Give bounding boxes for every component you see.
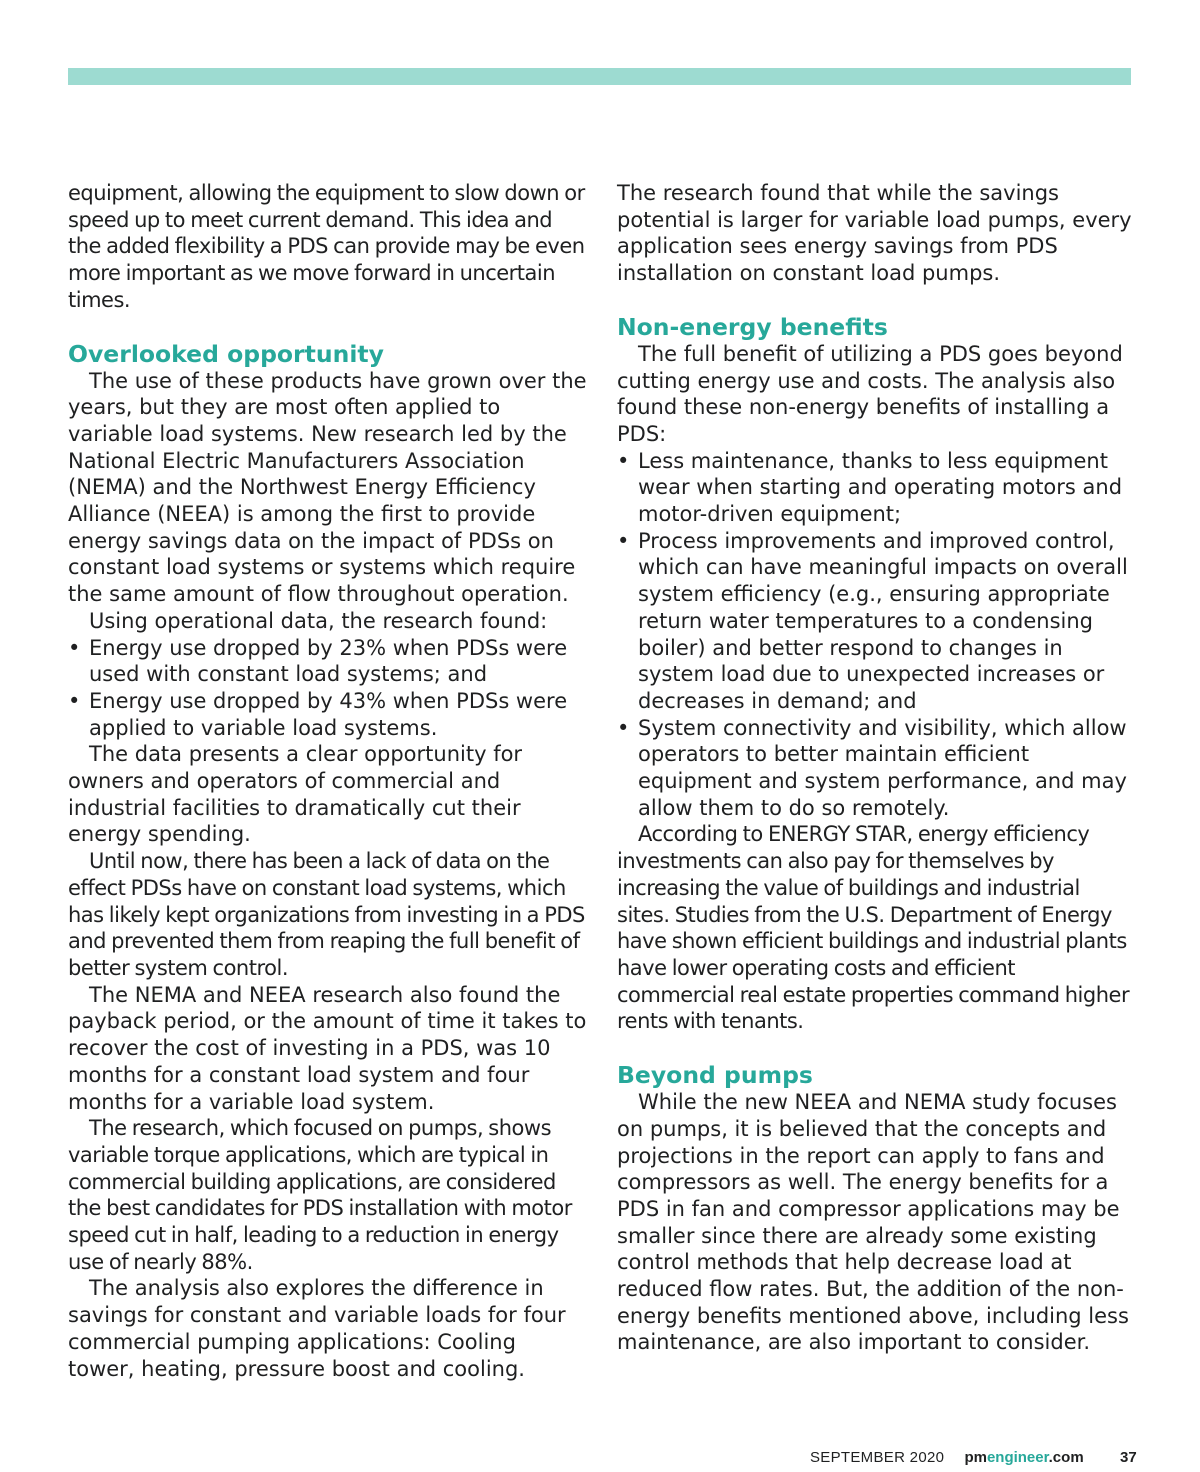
right-bullet-item: • Less maintenance, thanks to less equipment wear when starting and operating motors and motor-driven equipment; (617, 448, 1137, 528)
site-accent: engineer (986, 1449, 1049, 1466)
right-paragraph-3: While the new NEEA and NEMA study focuses on pumps, it is believed that the concepts and projections in the report can apply to fans and compressors as well. The energy benefits for a PDS in fan and compressor applications may be smaller since there are already some existing control methods that help decrease load at reduced flow rates. But, the addition of the non-energy benefits mentioned above, including less maintenance, are also important to consider. (617, 1090, 1129, 1355)
left-paragraph-3: The data presents a clear opportunity for owners and operators of commercial and industrial facilities to dramatically cut their energy spending. (68, 742, 523, 847)
right-paragraph-1: The full benefit of utilizing a PDS goes beyond cutting energy use and costs. The analysis also found these non-energy benefits of installing a PDS: (617, 341, 1123, 446)
right-bullet-item: • System connectivity and visibility, which allow operators to better maintain efficient equipment and system performance, and may allow them to do so remotely. (617, 715, 1137, 822)
heading-beyond-pumps: Beyond pumps (617, 1061, 813, 1090)
right-column (617, 180, 1137, 1356)
left-bullet-item: • Energy use dropped by 43% when PDSs were applied to variable load systems. (68, 688, 588, 741)
left-paragraph-7: The analysis also explores the difference in savings for constant and variable loads for four commercial pumping applications: Cooling tower, heating, pressure boost and cooling. (68, 1276, 566, 1381)
left-paragraph-4: Until now, there has been a lack of data on the effect PDSs have on constant load systems, which has likely kept organizations from investing in a PDS and prevented them from reaping the full benefit of better system control. (68, 849, 585, 980)
left-bullet-item: • Energy use dropped by 23% when PDSs were used with constant load systems; and (68, 635, 588, 688)
issue-date: SEPTEMBER 2020 (810, 1449, 945, 1466)
page-number: 37 (1120, 1449, 1137, 1466)
left-paragraph-6: The research, which focused on pumps, shows variable torque applications, which are typical in commercial building applications, are considered the best candidates for PDS installation with motor speed cut in half, leading to a reduction in energy use of nearly 88%. (68, 1116, 572, 1274)
left-intro-paragraph: equipment, allowing the equipment to slow down or speed up to meet current demand. This idea and the added flexibility a PDS can provide may be even more important as we move forward in uncertain times. (68, 181, 585, 312)
site-prefix: pm (964, 1449, 987, 1466)
right-bullet-list (617, 448, 1137, 822)
heading-overlooked-opportunity: Overlooked opportunity (68, 339, 384, 368)
site-name (964, 1449, 1083, 1466)
left-paragraph-5: The NEMA and NEEA research also found the payback period, or the amount of time it takes to recover the cost of investing in a PDS, was 10 months for a constant load system and four months for a variable load system. (68, 982, 587, 1114)
right-intro-paragraph: The research found that while the savings potential is larger for variable load pumps, every application sees energy savings from PDS installation on constant load pumps. (617, 181, 1132, 286)
page-footer (810, 1448, 1140, 1468)
right-bullet-item: • Process improvements and improved control, which can have meaningful impacts on overall system efficiency (e.g., ensuring appropriate return water temperatures to a condensing boiler) and better respond to changes in system load due to unexpected increases or decreases in demand; and (617, 528, 1137, 715)
left-column (68, 180, 588, 1382)
left-paragraph-1: The use of these products have grown over the years, but they are most often applied to variable load systems. New research led by the National Electric Manufacturers Association (NEMA) and the Northwest Energy Efficiency Alliance (NEEA) is among the first to provide energy savings data on the impact of PDSs on constant load systems or systems which require the same amount of flow throughout operation. (68, 368, 587, 607)
heading-non-energy-benefits: Non-energy benefits (617, 312, 888, 341)
left-paragraph-2: Using operational data, the research found: (89, 608, 548, 633)
right-paragraph-2: According to ENERGY STAR, energy efficiency investments can also pay for themselves by increasing the value of buildings and industrial sites. Studies from the U.S. Department of Energy have shown efficient buildings and industrial plants have lower operating costs and efficient commercial real estate properties command higher rents with tenants. (617, 822, 1130, 1034)
site-suffix: .com (1048, 1449, 1084, 1466)
top-accent-bar (68, 68, 1131, 85)
left-bullet-list (68, 635, 588, 742)
